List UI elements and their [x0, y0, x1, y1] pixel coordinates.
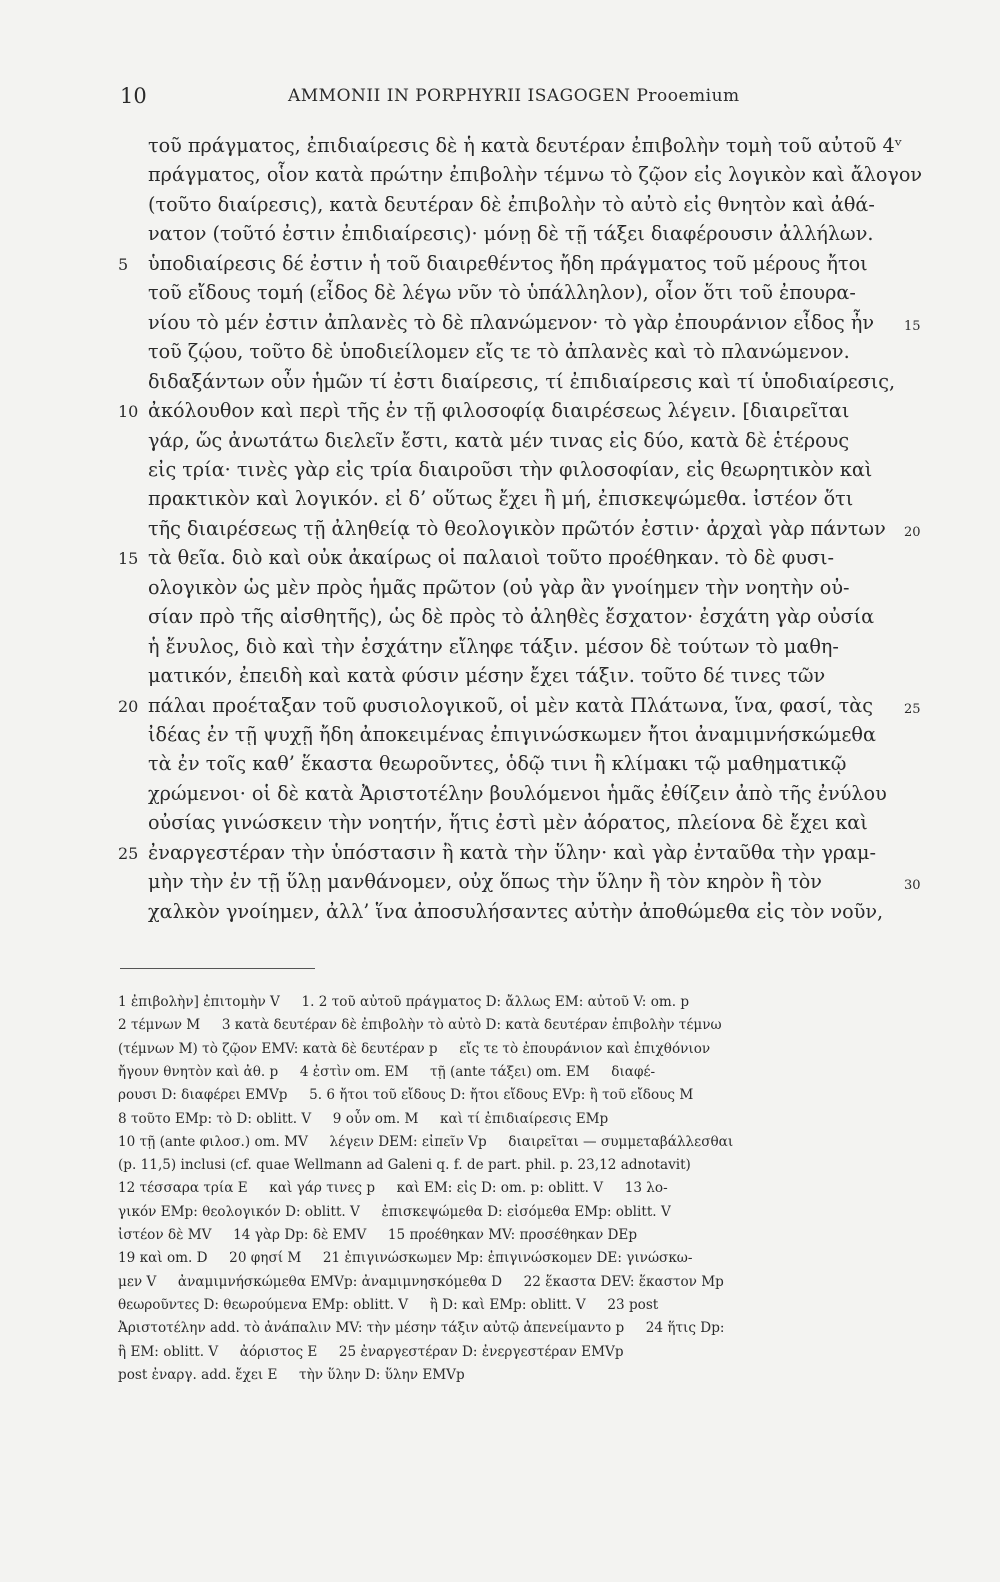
line-text: ματικόν, ἐπειδὴ καὶ κατὰ φύσιν μέσην ἔχει τάξιν. τοῦτο δέ τινες τῶν: [148, 664, 826, 688]
apparatus-line: 8 τοῦτο EMp: τὸ D: oblitt. V 9 οὖν om. M καὶ τί ἐπιδιαίρεσις EMp: [118, 1110, 609, 1127]
line-number: 20: [118, 696, 139, 716]
text-line: [118, 399, 888, 423]
text-line: [148, 664, 888, 688]
line-text: ἀκόλουθον καὶ περὶ τῆς ἐν τῇ φιλοσοφίᾳ διαιρέσεως λέγειν. [διαιρεῖται: [148, 399, 850, 423]
text-line: [148, 900, 888, 924]
apparatus-line: 2 τέμνων M 3 κατὰ δευτέραν δὲ ἐπιβολὴν τὸ αὐτὸ D: κατὰ δευτέραν ἐπιβολὴν τέμνω: [118, 1017, 722, 1034]
text-line: [148, 723, 888, 747]
text-line: [148, 281, 888, 305]
apparatus-line: ἤγουν θνητὸν καὶ ἀθ. p 4 ἐστὶν om. EM τῇ (ante τάξει) om. EM διαφέ-: [118, 1063, 656, 1080]
apparatus-line: 12 τέσσαρα τρία E καὶ γάρ τινες p καὶ EM: εἰς D: om. p: oblitt. V 13 λο-: [118, 1180, 668, 1197]
line-text: νατον (τοῦτό ἐστιν ἐπιδιαίρεσις)· μόνῃ δὲ τῇ τάξει διαφέρουσιν ἀλλήλων.: [148, 222, 874, 246]
text-line: [148, 487, 888, 511]
line-text: πράγματος, οἷον κατὰ πρώτην ἐπιβολὴν τέμνω τὸ ζῷον εἰς λογικὸν καὶ ἄλογον: [148, 163, 923, 187]
text-line: [148, 193, 888, 217]
text-line: [148, 340, 888, 364]
line-text: πρακτικὸν καὶ λογικόν. εἰ δ’ οὕτως ἔχει ἢ μή, ἐπισκεψώμεθα. ἰστέον ὅτι: [148, 487, 854, 511]
line-text: ἐναργεστέραν τὴν ὑπόστασιν ἢ κατὰ τὴν ὕλην· καὶ γὰρ ἐνταῦθα τὴν γραμ-: [148, 840, 877, 864]
line-text: ολογικὸν ὡς μὲν πρὸς ἡμᾶς πρῶτον (οὐ γὰρ ἂν γνοίημεν τὴν νοητὴν οὐ-: [148, 575, 850, 599]
margin-reference: 25: [904, 701, 921, 717]
text-line: [148, 782, 888, 806]
apparatus-line: ἰστέον δὲ MV 14 γὰρ Dp: δὲ EMV 15 προέθηκαν MV: προσέθηκαν DEp: [118, 1227, 638, 1243]
line-number: 15: [118, 549, 139, 569]
line-text: μὴν τὴν ἐν τῇ ὕλῃ μανθάνομεν, οὐχ ὅπως τὴν ὕλην ἢ τὸν κηρὸν ἢ τὸν: [148, 870, 822, 894]
text-line: [148, 369, 896, 394]
text-line: [118, 840, 888, 865]
apparatus-line: (τέμνων M) τὸ ζῷον EMV: κατὰ δὲ δευτέραν p εἴς τε τὸ ἐπουράνιον καὶ ἐπιχθόνιον: [118, 1040, 711, 1057]
line-number: 10: [118, 402, 139, 422]
line-text: νίου τὸ μέν ἐστιν ἀπλανὲς τὸ δὲ πλανώμενον· τὸ γὰρ ἐπουράνιον εἶδος ἦν: [148, 310, 874, 334]
line-text: τῆς διαιρέσεως τῇ ἀληθείᾳ τὸ θεολογικὸν πρῶτόν ἐστιν· ἀρχαὶ γὰρ πάντων: [148, 516, 886, 540]
apparatus-line: 19 καὶ om. D 20 φησί M 21 ἐπιγινώσκωμεν Mp: ἐπιγινώσκομεν DE: γινώσκω-: [118, 1250, 693, 1267]
apparatus-line: γικόν EMp: θεολογικόν D: oblitt. V ἐπισκεψώμεθα D: εἰσόμεθα EMp: oblitt. V: [118, 1203, 671, 1220]
apparatus-line: μεν V ἀναμιμνήσκώμεθα EMVp: ἀναμιμνησκόμεθα D 22 ἕκαστα DEV: ἕκαστον Mp: [118, 1273, 724, 1290]
text-line: [118, 693, 921, 718]
text-line: [148, 310, 921, 335]
line-text: τοῦ εἴδους τομή (εἶδος δὲ λέγω νῦν τὸ ὑπάλληλον), οἷον ὅτι τοῦ ἐπουρα-: [148, 281, 856, 305]
apparatus-line: Ἀριστοτέλην add. τὸ ἀνάπαλιν MV: τὴν μέσην τάξιν αὐτῷ ἀπενείμαντο p 24 ἥτις Dp:: [118, 1320, 725, 1337]
margin-reference: 30: [904, 878, 921, 894]
line-text: ἡ ἔνυλος, διὸ καὶ τὴν ἐσχάτην εἴληφε τάξιν. μέσον δὲ τούτων τὸ μαθη-: [148, 634, 839, 658]
text-line: [148, 576, 888, 600]
line-text: πάλαι προέταξαν τοῦ φυσιολογικοῦ, οἱ μὲν κατὰ Πλάτωνα, ἵνα, φασί, τὰς: [148, 693, 873, 717]
line-text: (τοῦτο διαίρεσις), κατὰ δευτέραν δὲ ἐπιβολὴν τὸ αὐτὸ εἰς θνητὸν καὶ ἀθά-: [148, 192, 875, 216]
text-line: [148, 222, 888, 246]
text-line: [148, 811, 888, 835]
apparatus-line: (p. 11,5) inclusi (cf. quae Wellmann ad Galeni q. f. de part. phil. p. 23,12 adnotavit): [118, 1157, 691, 1174]
line-text: σίαν πρὸ τῆς αἰσθητῆς), ὡς δὲ πρὸς τὸ ἀληθὲς ἔσχατον· ἐσχάτη γὰρ οὐσία: [148, 605, 875, 629]
margin-reference: 20: [904, 524, 921, 540]
running-title: AMMONII IN PORPHYRII ISAGOGEN Prooemium: [288, 86, 740, 106]
apparatus-line: ἣ EM: oblitt. V ἀόριστος E 25 ἐναργεστέραν D: ἐνεργεστέραν EMVp: [118, 1343, 624, 1360]
line-text: χαλκὸν γνοίημεν, ἀλλ’ ἵνα ἀποσυλήσαντες αὐτὴν ἀποθώμεθα εἰς τὸν νοῦν,: [148, 899, 884, 923]
line-text: εἰς τρία· τινὲς γὰρ εἰς τρία διαιροῦσι τὴν φιλοσοφίαν, εἰς θεωρητικὸν καὶ: [148, 457, 873, 481]
line-text: διδαξάντων οὖν ἡμῶν τί ἐστι διαίρεσις, τί ἐπιδιαίρεσις καὶ τί ὑποδιαίρεσις,: [148, 369, 896, 393]
text-line: [148, 605, 888, 629]
text-line: [148, 163, 923, 187]
apparatus-line: 1 ἐπιβολὴν] ἐπιτομὴν V 1. 2 τοῦ αὐτοῦ πράγματος D: ἄλλως EM: αὐτοῦ V: om. p: [118, 994, 690, 1010]
text-line: [148, 870, 921, 894]
line-text: τοῦ πράγματος, ἐπιδιαίρεσις δὲ ἡ κατὰ δευτέραν ἐπιβολὴν τομὴ τοῦ αὐτοῦ 4ᵛ: [148, 134, 902, 157]
line-text: γάρ, ὥς ἀνωτάτω διελεῖν ἔστι, κατὰ μέν τινας εἰς δύο, κατὰ δὲ ἑτέρους: [148, 428, 850, 452]
footnote-separator: [120, 968, 315, 969]
line-text: χρώμενοι· οἱ δὲ κατὰ Ἀριστοτέλην βουλόμενοι ἡμᾶς ἐθίζειν ἀπὸ τῆς ἐνύλου: [148, 781, 887, 805]
line-text: τὰ θεῖα. διὸ καὶ οὐκ ἀκαίρως οἱ παλαιοὶ τοῦτο προέθηκαν. τὸ δὲ φυσι-: [148, 546, 834, 570]
line-text: ἰδέας ἐν τῇ ψυχῇ ἤδη ἀποκειμένας ἐπιγινώσκωμεν ἤτοι ἀναμιμνήσκώμεθα: [148, 723, 876, 746]
text-line: [148, 458, 888, 482]
margin-reference: 15: [904, 318, 921, 334]
text-line: [118, 251, 888, 276]
line-number: 25: [118, 843, 139, 863]
text-line: [148, 635, 888, 659]
apparatus-line: post ἐναργ. add. ἔχει E τὴν ὕλην D: ὕλην EMVp: [118, 1366, 465, 1383]
text-line: [148, 134, 902, 158]
running-header: [120, 84, 880, 114]
line-text: οὐσίας γινώσκειν τὴν νοητήν, ἥτις ἐστὶ μὲν ἀόρατος, πλείονα δὲ ἔχει καὶ: [148, 811, 868, 835]
apparatus-line: 10 τῇ (ante φιλοσ.) om. MV λέγειν DEM: εἰπεῖν Vp διαιρεῖται — συμμεταβάλλεσθαι: [118, 1133, 734, 1150]
text-line: [148, 752, 888, 776]
line-text: τὰ ἐν τοῖς καθ’ ἕκαστα θεωροῦντες, ὁδῷ τινι ἢ κλίμακι τῷ μαθηματικῷ: [148, 752, 847, 776]
page-number: 10: [120, 84, 147, 108]
text-line: [148, 516, 921, 541]
text-line: [148, 429, 888, 453]
line-text: ὑποδιαίρεσις δέ ἐστιν ἡ τοῦ διαιρεθέντος ἤδη πράγματος τοῦ μέρους ἤτοι: [148, 251, 868, 275]
text-line: [118, 546, 888, 570]
apparatus-line: θεωροῦντες D: θεωρούμενα EMp: oblitt. V ἢ D: καὶ EMp: oblitt. V 23 post: [118, 1296, 659, 1313]
line-text: τοῦ ζῴου, τοῦτο δὲ ὑποδιείλομεν εἴς τε τὸ ἀπλανὲς καὶ τὸ πλανώμενον.: [148, 340, 850, 364]
apparatus-line: ρουσι D: διαφέρει EMVp 5. 6 ἤτοι τοῦ εἴδους D: ἤτοι εἴδους EVp: ἢ τοῦ εἴδους M: [118, 1087, 694, 1104]
line-number: 5: [118, 254, 129, 274]
